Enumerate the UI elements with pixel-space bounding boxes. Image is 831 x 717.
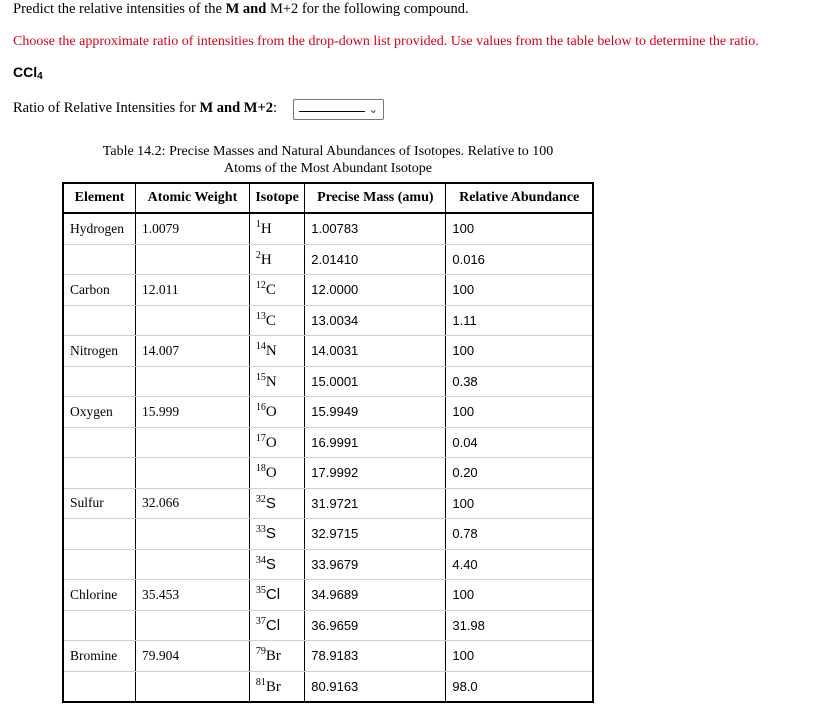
mass-number: 2 — [255, 249, 261, 261]
chevron-down-icon: ⌄ — [368, 103, 378, 116]
element-cell — [63, 366, 136, 397]
mass-number: 32 — [255, 493, 266, 505]
relative-abundance-cell: 98.0 — [446, 671, 593, 702]
mass-number: 18 — [255, 463, 266, 475]
mass-number: 17 — [255, 432, 266, 444]
isotope-symbol: O — [265, 404, 277, 421]
isotope-symbol: Cl — [265, 616, 281, 634]
isotope-cell — [249, 427, 304, 458]
relative-abundance-cell: 100 — [446, 488, 593, 519]
mass-number: 14 — [255, 341, 266, 353]
table-row — [63, 336, 593, 367]
atomic-weight-cell: 32.066 — [136, 488, 250, 519]
isotope-symbol: N — [265, 373, 277, 390]
atomic-weight-cell — [136, 519, 250, 550]
relative-abundance-cell: 100 — [446, 580, 593, 611]
precise-mass-cell: 34.9689 — [305, 580, 446, 611]
table-row — [63, 610, 593, 641]
element-cell — [63, 427, 136, 458]
element-cell — [63, 549, 136, 580]
isotope-cell — [249, 641, 304, 672]
isotope-cell — [249, 458, 304, 489]
relative-abundance-cell: 4.40 — [446, 549, 593, 580]
isotope-cell — [249, 244, 304, 275]
atomic-weight-cell — [136, 458, 250, 489]
isotope-symbol: O — [265, 465, 277, 482]
mass-number: 34 — [255, 554, 266, 566]
precise-mass-cell: 13.0034 — [305, 305, 446, 336]
element-cell — [63, 458, 136, 489]
isotope-cell — [249, 580, 304, 611]
precise-mass-cell: 31.9721 — [305, 488, 446, 519]
header-isotope: Isotope — [249, 183, 304, 213]
mass-number: 37 — [255, 615, 266, 627]
isotope-symbol: S — [265, 555, 276, 573]
table-row — [63, 213, 593, 244]
table-row — [63, 549, 593, 580]
table-row — [63, 458, 593, 489]
isotope-symbol: S — [265, 525, 276, 543]
isotope-symbol: C — [265, 312, 276, 329]
precise-mass-cell: 2.01410 — [305, 244, 446, 275]
precise-mass-cell: 15.9949 — [305, 397, 446, 428]
relative-abundance-cell: 0.78 — [446, 519, 593, 550]
table-row — [63, 580, 593, 611]
table-row — [63, 397, 593, 428]
isotope-symbol: Br — [265, 648, 281, 665]
mass-number: 79 — [255, 646, 266, 658]
atomic-weight-cell — [136, 549, 250, 580]
relative-abundance-cell: 100 — [446, 641, 593, 672]
relative-abundance-cell: 100 — [446, 336, 593, 367]
relative-abundance-cell: 100 — [446, 213, 593, 244]
ratio-label: Ratio of Relative Intensities for M and M+2: — [13, 100, 277, 116]
question-text: Predict the relative intensities of the M and M+2 for the following compound. — [13, 1, 469, 17]
atomic-weight-cell — [136, 366, 250, 397]
isotope-symbol: N — [265, 343, 277, 360]
atomic-weight-cell — [136, 671, 250, 702]
element-cell: Oxygen — [63, 397, 136, 428]
isotope-table — [62, 182, 594, 703]
atomic-weight-cell — [136, 305, 250, 336]
mass-number: 16 — [255, 402, 266, 414]
atomic-weight-cell — [136, 610, 250, 641]
relative-abundance-cell: 1.11 — [446, 305, 593, 336]
table-row — [63, 519, 593, 550]
precise-mass-cell: 17.9992 — [305, 458, 446, 489]
isotope-cell — [249, 397, 304, 428]
table-caption: Table 14.2: Precise Masses and Natural Abundances of Isotopes. Relative to 100 Atoms of the Most Abundant Isotope — [102, 144, 554, 176]
mass-number: 15 — [255, 371, 266, 383]
relative-abundance-cell: 0.20 — [446, 458, 593, 489]
isotope-cell — [249, 336, 304, 367]
atomic-weight-cell: 15.999 — [136, 397, 250, 428]
relative-abundance-cell: 31.98 — [446, 610, 593, 641]
isotope-cell — [249, 519, 304, 550]
precise-mass-cell: 14.0031 — [305, 336, 446, 367]
element-cell: Nitrogen — [63, 336, 136, 367]
table-row — [63, 427, 593, 458]
isotope-cell — [249, 213, 304, 244]
element-cell: Bromine — [63, 641, 136, 672]
table-header-row — [63, 183, 593, 213]
element-cell — [63, 671, 136, 702]
isotope-symbol: O — [265, 434, 277, 451]
table-row — [63, 275, 593, 306]
precise-mass-cell: 33.9679 — [305, 549, 446, 580]
table-row — [63, 488, 593, 519]
element-cell: Carbon — [63, 275, 136, 306]
instruction-text: Choose the approximate ratio of intensities from the drop-down list provided. Use values from the table below to determine the ratio. — [13, 34, 759, 49]
isotope-symbol: H — [260, 221, 272, 238]
mass-number: 81 — [255, 676, 266, 688]
isotope-cell — [249, 305, 304, 336]
atomic-weight-cell: 79.904 — [136, 641, 250, 672]
element-cell — [63, 610, 136, 641]
isotope-cell — [249, 275, 304, 306]
atomic-weight-cell: 12.011 — [136, 275, 250, 306]
dropdown-blank-line — [299, 111, 365, 112]
element-cell — [63, 519, 136, 550]
mass-number: 12 — [255, 280, 266, 292]
table-row — [63, 366, 593, 397]
isotope-symbol: H — [260, 251, 272, 268]
table-row — [63, 641, 593, 672]
element-cell: Chlorine — [63, 580, 136, 611]
table-row — [63, 671, 593, 702]
mass-number: 1 — [255, 219, 261, 231]
compound-formula: CCl$_4$ — [13, 64, 43, 82]
isotope-symbol: C — [265, 282, 276, 299]
atomic-weight-cell — [136, 244, 250, 275]
header-precise-mass: Precise Mass (amu) — [305, 183, 446, 213]
isotope-cell — [249, 549, 304, 580]
precise-mass-cell: 78.9183 — [305, 641, 446, 672]
mass-number: 33 — [255, 524, 266, 536]
relative-abundance-cell: 100 — [446, 397, 593, 428]
isotope-cell — [249, 488, 304, 519]
mass-number: 35 — [255, 585, 266, 597]
mass-number: 13 — [255, 310, 266, 322]
relative-abundance-cell: 0.38 — [446, 366, 593, 397]
atomic-weight-cell: 35.453 — [136, 580, 250, 611]
isotope-symbol: Cl — [265, 586, 281, 604]
isotope-symbol: S — [265, 494, 276, 512]
header-relative-abundance: Relative Abundance — [446, 183, 593, 213]
isotope-cell — [249, 610, 304, 641]
element-cell — [63, 305, 136, 336]
precise-mass-cell: 80.9163 — [305, 671, 446, 702]
precise-mass-cell: 15.0001 — [305, 366, 446, 397]
relative-abundance-cell: 100 — [446, 275, 593, 306]
relative-abundance-cell: 0.04 — [446, 427, 593, 458]
precise-mass-cell: 1.00783 — [305, 213, 446, 244]
atomic-weight-cell: 14.007 — [136, 336, 250, 367]
isotope-symbol: Br — [265, 678, 281, 695]
table-row — [63, 244, 593, 275]
precise-mass-cell: 32.9715 — [305, 519, 446, 550]
element-cell — [63, 244, 136, 275]
ratio-dropdown[interactable] — [293, 99, 384, 120]
isotope-cell — [249, 671, 304, 702]
precise-mass-cell: 16.9991 — [305, 427, 446, 458]
isotope-cell — [249, 366, 304, 397]
element-cell: Hydrogen — [63, 213, 136, 244]
atomic-weight-cell — [136, 427, 250, 458]
element-cell: Sulfur — [63, 488, 136, 519]
relative-abundance-cell: 0.016 — [446, 244, 593, 275]
header-element: Element — [63, 183, 136, 213]
precise-mass-cell: 36.9659 — [305, 610, 446, 641]
atomic-weight-cell: 1.0079 — [136, 213, 250, 244]
table-row — [63, 305, 593, 336]
precise-mass-cell: 12.0000 — [305, 275, 446, 306]
header-atomic-weight: Atomic Weight — [136, 183, 250, 213]
